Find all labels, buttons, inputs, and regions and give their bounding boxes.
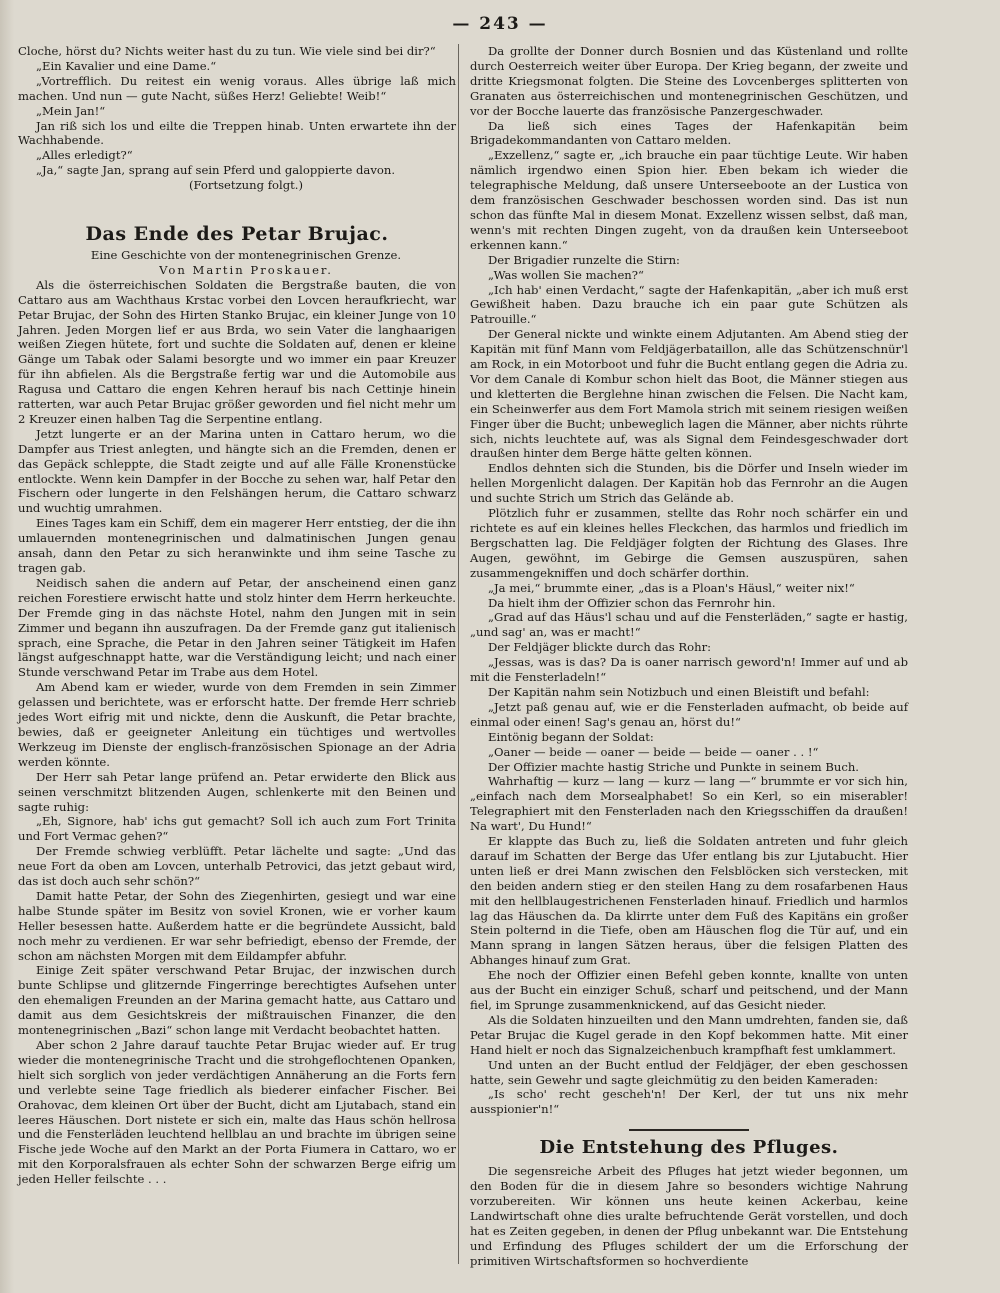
story-paragraph: „Ja mei,“ brummte einer, „das is a Ploan's Häusl,“ weiter nix!“ — [488, 580, 855, 595]
continued-note: (Fortsetzung folgt.) — [188, 178, 303, 193]
column-divider — [458, 44, 459, 1264]
story-paragraph: Und unten an der Bucht entlud der Feldjäger, der eben geschossen hatte, sein Gewehr und sagte gleichmütig zu den beiden Kameraden: — [470, 1057, 908, 1087]
story-paragraph: Eintönig begann der Soldat: — [488, 729, 654, 744]
story-paragraph: „Ich hab' einen Verdacht,“ sagte der Hafenkapitän, „aber ich muß erst Gewißheit haben. Dazu brauche ich ein paar gute Schützen als Patrouille.“ — [470, 282, 908, 327]
story-paragraph: Der Herr sah Petar lange prüfend an. Petar erwiderte den Blick aus seinen verschmitzt blitzenden Augen, schlenkerte mit den Beinen und sagte ruhig: — [18, 769, 456, 814]
story-paragraph: Damit hatte Petar, der Sohn des Ziegenhirten, gesiegt und war eine halbe Stunde später im Besitz von soviel Kronen, wie er vorher kaum Heller besessen hatte. Außerdem hatte er die begründete Aussicht, bald noch mehr zu verdienen. Er war sehr befriedigt, ebenso der Fremde, der schon am nächsten Morgen mit dem Eildampfer abfuhr. — [18, 888, 456, 963]
story-paragraph: Aber schon 2 Jahre darauf tauchte Petar Brujac wieder auf. Er trug wieder die montenegrinische Tracht und die strohgeflochtenen Opanken, hielt sich sorglich von jeder verdächtigen Annäherung an die Forts fern und verlebte seine Tage friedlich als biederer einfacher Fischer. Bei Orahovac, dem kleinen Ort über der Bucht, dicht am Ljutabach, stand ein leeres Häuschen. Dort nistete er sich ein, malte das Haus schön hellrosa und die Fensterläden leuchtend hellblau an und brachte im übrigen seine Fische jede Woche auf den Markt an der Porta Fiumera in Cattaro, wo er mit den Korporalsfrauen als echter Sohn der schwarzen Berge eifrig um jeden Heller feilschte . . . — [18, 1038, 456, 1187]
intro-paragraph: „Mein Jan!“ — [36, 103, 106, 118]
story-paragraph: „Was wollen Sie machen?“ — [488, 267, 644, 282]
story-paragraph: Jetzt lungerte er an der Marina unten in Cattaro herum, wo die Dampfer aus Triest anlegten, und hängte sich an die Fremden, denen er das Gepäck schleppte, die Stadt zeigte und auf alle Fälle Kronenstücke entlockte. Wenn kein Dampfer in der Bocche zu sehen war, half Petar den Fischern oder lungerte in den Felshängen herum, die Cattaro schwarz und wuchtig umrahmen. — [18, 426, 456, 516]
story-paragraph: Der General nickte und winkte einem Adjutanten. Am Abend stieg der Kapitän mit fünf Mann vom Feldjägerbataillon, alle das Schützenschnür'l am Rock, in ein Motorboot und fuhr die Bucht entlang gegen die Adria zu. Vor dem Canale di Kombur schon hielt das Boot, die Männer stiegen aus und kletterten die Berglehne hinan zwischen die Felsen. Die Nacht kam, ein Scheinwerfer aus dem Fort Mamola strich mit seinem riesigen weißen Finger über die Bucht; unbeweglich lagen die Männer, aber nichts rührte sich, nichts leuchtete auf, was als Signal dem Feindesgeschwader dort draußen hinter dem Berge hätte gelten können. — [470, 327, 908, 461]
story-paragraph: Da ließ sich eines Tages der Hafenkapitän beim Brigadekommandanten von Cattaro melden. — [470, 118, 908, 148]
story-paragraph: „Jetzt paß genau auf, wie er die Fensterladen aufmacht, ob beide auf einmal oder einen! Sag's genau an, hörst du!“ — [470, 699, 908, 729]
article-title: Die Entstehung des Pfluges. — [539, 1137, 839, 1159]
story-paragraph: Endlos dehnten sich die Stunden, bis die Dörfer und Inseln wieder im hellen Morgenlicht dalagen. Der Kapitän hob das Fernrohr an die Augen und suchte Strich um Strich das Gelände ab. — [470, 461, 908, 506]
story-paragraph: Einige Zeit später verschwand Petar Brujac, der inzwischen durch bunte Schlipse und glitzernde Fingerringe berechtigtes Aufsehen unter den ehemaligen Freunden an der Marina gemacht hatte, aus Cattaro und damit aus dem Gesichtskreis der mißtrauischen Finanzer, die den montenegrinischen „Bazi“ schon lange mit Verdacht beobachtet hatten. — [18, 963, 456, 1038]
story-paragraph: „Jessas, was is das? Da is oaner narrisch geword'n! Immer auf und ab mit die Fensterladeln!“ — [470, 655, 908, 685]
story-title: Das Ende des Petar Brujac. — [85, 223, 389, 246]
story-paragraph: „Oaner — beide — oaner — beide — beide — oaner . . !“ — [488, 744, 819, 759]
article-paragraph: Die segensreiche Arbeit des Pfluges hat jetzt wieder begonnen, um den Boden für die in diesem Jahre so besonders wichtige Nahrung vorzubereiten. Wir können uns heute keinen Ackerbau, keine Landwirtschaft ohne dies uralte befruchtende Gerät vorstellen, und doch hat es Zeiten gegeben, in denen der Pflug unbekannt war. Die Entstehung und Erfindung des Pfluges schildert der um die Erforschung der primitiven Wirtschaftsformen so hochverdiente — [470, 1164, 908, 1268]
section-rule — [629, 1129, 749, 1131]
story-paragraph: Als die Soldaten hinzueilten und den Mann umdrehten, fanden sie, daß Petar Brujac die Kugel gerade in den Kopf bekommen hatte. Mit einer Hand hielt er noch das Signalzeichenbuch krampfhaft fest umklammert. — [470, 1012, 908, 1057]
left-column — [18, 44, 456, 1187]
story-paragraph: Neidisch sahen die andern auf Petar, der anscheinend einen ganz reichen Forestiere erwischt hatte und stolz hinter dem Herrn herkeuchte. Der Fremde ging in das nächste Hotel, nahm den Jungen mit in sein Zimmer und begann ihn auszufragen. Da der Fremde ganz gut italienisch sprach, eine Sprache, die Petar in den Jahren seiner Tätigkeit im Hafen längst aufgeschnappt hatte, war die Verständigung leicht; und nach einer Stunde verschwand Petar im Trabe aus dem Hotel. — [18, 575, 456, 680]
story-paragraph: „Is scho' recht gescheh'n! Der Kerl, der tut uns nix mehr ausspionier'n!“ — [470, 1087, 908, 1117]
intro-paragraph: „Vortrefflich. Du reitest ein wenig voraus. Alles übrige laß mich machen. Und nun — gute Nacht, süßes Herz! Geliebte! Weib!“ — [18, 73, 456, 103]
story-author: Von Martin Proskauer. — [159, 262, 333, 277]
story-paragraph: Plötzlich fuhr er zusammen, stellte das Rohr noch schärfer ein und richtete es auf ein kleines helles Fleckchen, das harmlos und friedlich im Bergschatten lag. Die Feldjäger folgten der Richtung des Glases. Ihre Augen, gewöhnt, im Gebirge die Gemsen auszuspüren, sahen zusammengekniffen und doch schärfer dorthin. — [470, 506, 908, 580]
story-paragraph: Er klappte das Buch zu, ließ die Soldaten antreten und fuhr gleich darauf im Schatten der Berge das Ufer entlang bis zur Ljutabucht. Hier unten ließ er drei Mann zwischen den Felsblöcken sich verstecken, mit den beiden andern stieg er den steilen Hang zu dem rosafarbenen Haus mit den hellblaugestrichenen Fensterladen hinauf. Friedlich und harmlos lag das Häuschen da. Da klirrte unter dem Fuß des Kapitäns ein großer Stein polternd in die Tiefe, oben am Häuschen flog die Tür auf, und ein Mann sprang in langen Sätzen heraus, über die felsigen Platten des Abhanges hinauf zum Grat. — [470, 834, 908, 968]
intro-paragraph: Jan riß sich los und eilte die Treppen hinab. Unten erwartete ihn der Wachhabende. — [18, 118, 456, 148]
story-paragraph: Der Feldjäger blickte durch das Rohr: — [488, 640, 712, 655]
right-column — [470, 44, 908, 1269]
story-paragraph: Der Kapitän nahm sein Notizbuch und einen Bleistift und befahl: — [488, 684, 870, 699]
intro-paragraph: „Alles erledigt?“ — [36, 148, 133, 163]
story-paragraph: Als die österreichischen Soldaten die Bergstraße bauten, die von Cattaro aus am Wachthaus Krstac vorbei den Lovcen heraufkriecht, war Petar Brujac, der Sohn des Hirten Stanko Brujac, ein kleiner Junge von 10 Jahren. Jeden Morgen lief er aus Brda, wo sein Vater die langhaarigen weißen Ziegen hütete, fort und suchte die Soldaten auf, denen er kleine Gänge um Tabak oder Salami besorgte und wo immer ein paar Kreuzer für ihn abfielen. Als die Bergstraße fertig war und die Automobile aus Ragusa und Cattaro die engen Kehren herauf bis nach Cettinje hinein ratterten, war auch Petar Brujac größer geworden und fiel nicht mehr um 2 Kreuzer einen halben Tag die Serpentine entlang. — [18, 277, 456, 426]
story-paragraph: Da hielt ihm der Offizier schon das Fernrohr hin. — [488, 595, 776, 610]
page-number: — 243 — — [452, 14, 548, 34]
intro-paragraph: „Ja,“ sagte Jan, sprang auf sein Pferd und galoppierte davon. — [36, 163, 396, 178]
story-paragraph: Da grollte der Donner durch Bosnien und das Küstenland und rollte durch Oesterreich weiter über Europa. Der Krieg begann, der zweite und dritte Kriegsmonat folgten. Die Steine des Lovcenberges splitterten von Granaten aus österreichischen und montenegrinischen Geschützen, und vor der Bocche lauerte das französische Panzergeschwader. — [470, 44, 908, 118]
story-subtitle: Eine Geschichte von der montenegrinischen Grenze. — [90, 247, 402, 262]
intro-paragraph: Cloche, hörst du? Nichts weiter hast du zu tun. Wie viele sind bei dir?“ — [18, 44, 436, 58]
scan-edge-shadow — [0, 0, 14, 1293]
story-paragraph: „Eh, Signore, hab' ichs gut gemacht? Soll ich auch zum Fort Trinita und Fort Vermac gehen?“ — [18, 814, 456, 844]
story-paragraph: Am Abend kam er wieder, wurde von dem Fremden in sein Zimmer gelassen und berichtete, was er erforscht hatte. Der fremde Herr schrieb jedes Wort eifrig mit und nickte, denn die Auskunft, die Petar brachte, bewies, daß er geeigneter Anleitung ein tüchtiges und wertvolles Werkzeug im Dienste der englisch-französischen Spionage an der Adria werden könnte. — [18, 680, 456, 769]
story-paragraph: Wahrhaftig — kurz — lang — kurz — lang —“ brummte er vor sich hin, „einfach nach dem Morsealphabet! So ein Kerl, so ein miserabler! Telegraphiert mit den Fensterladen nach den Kriegsschiffen da draußen! Na wart', Du Hund!“ — [470, 774, 908, 834]
story-paragraph: Der Offizier machte hastig Striche und Punkte in seinem Buch. — [488, 759, 859, 774]
story-paragraph: Der Fremde schwieg verblüfft. Petar lächelte und sagte: „Und das neue Fort da oben am Lovcen, unterhalb Petrovici, das jetzt gebaut wird, das ist doch auch sehr schön?“ — [18, 844, 456, 889]
story-paragraph: Der Brigadier runzelte die Stirn: — [488, 252, 680, 267]
intro-paragraph: „Ein Kavalier und eine Dame.“ — [36, 58, 217, 73]
story-paragraph: „Grad auf das Häus'l schau und auf die Fensterläden,“ sagte er hastig, „und sag' an, was er macht!“ — [470, 610, 908, 640]
story-paragraph: „Exzellenz,“ sagte er, „ich brauche ein paar tüchtige Leute. Wir haben nämlich irgendwo einen Spion hier. Eben bekam ich wieder die telegraphische Meldung, daß unsere Unterseeboote an der Lustica von dem französischen Geschwader beschossen worden sind. Das ist nun schon das fünfte Mal in diesem Monat. Exzellenz wissen selbst, daß man, wenn's mit rechten Dingen zugeht, von da draußen kein Unterseeboot erkennen kann.“ — [470, 148, 908, 252]
story-paragraph: Ehe noch der Offizier einen Befehl geben konnte, knallte von unten aus der Bucht ein einziger Schuß, scharf und peitschend, und der Mann fiel, im Sprunge zusammenknickend, auf das Gesicht nieder. — [470, 968, 908, 1012]
story-paragraph: Eines Tages kam ein Schiff, dem ein magerer Herr entstieg, der die ihn umlauernden montenegrinischen und dalmatinischen Jungen genau ansah, dann den Petar zu sich heranwinkte und ihm seine Tasche zu tragen gab. — [18, 516, 456, 575]
